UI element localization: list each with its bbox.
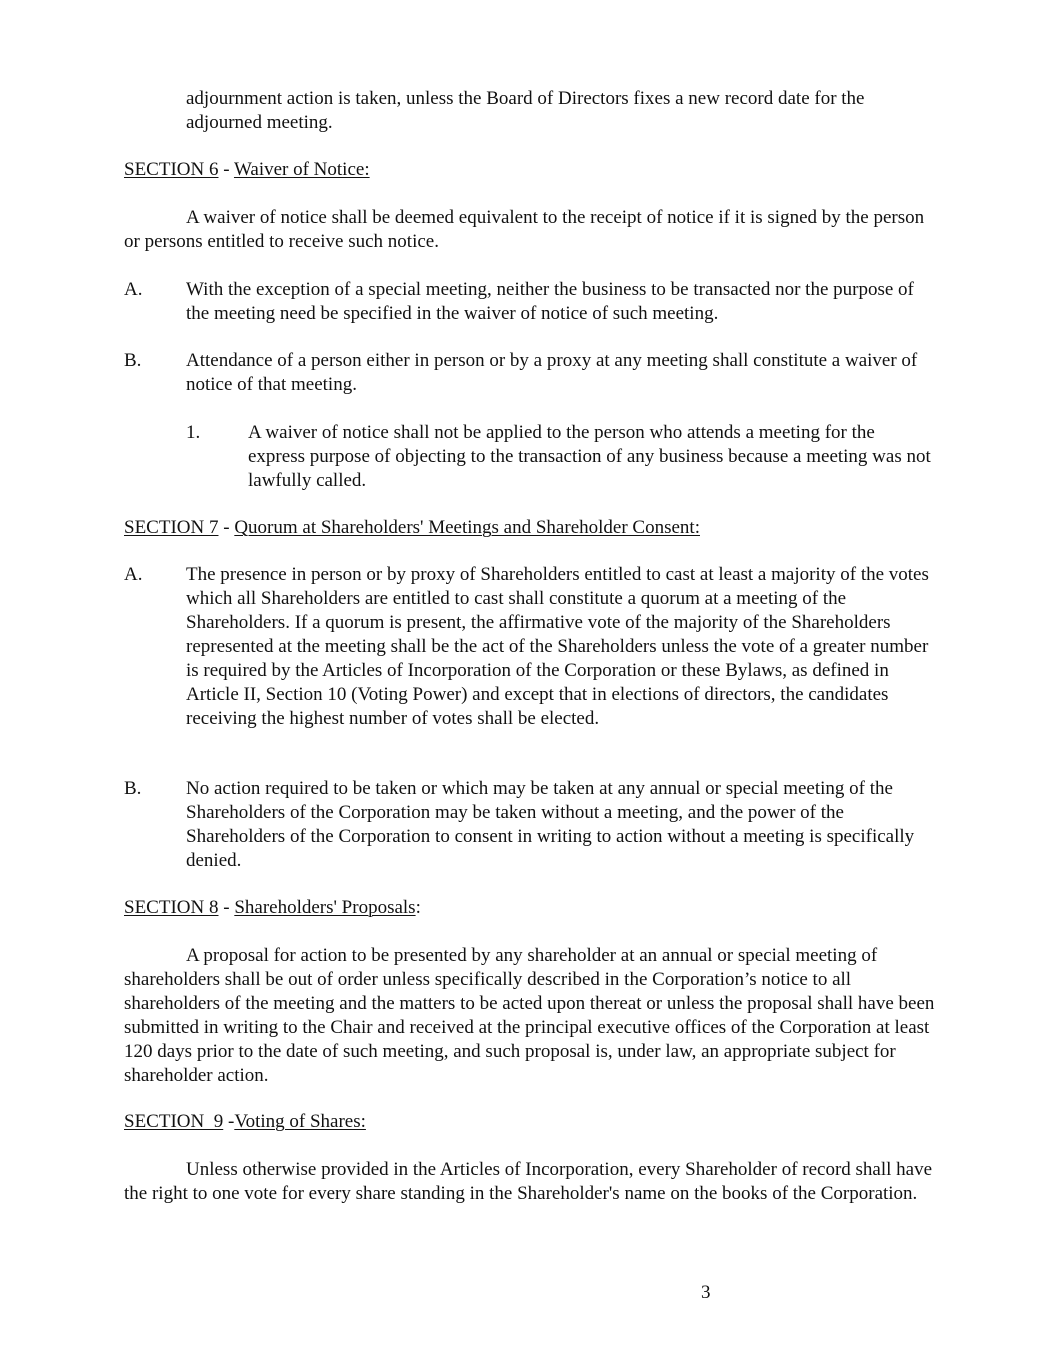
section-9-heading <box>124 1110 936 1134</box>
section-7-item-b-text: No action required to be taken or which may be taken at any annual or special meeting of the Shareholders of the Corporation may be taken without a meeting, and the power of the Shareholders of the Corporation to consent in writing to action without a meeting is specifically denied. <box>186 778 915 871</box>
section-8-separator: - <box>218 897 235 918</box>
section-6-item-a-marker: A. <box>124 279 143 300</box>
section-7-separator: - <box>218 517 235 538</box>
section-7-heading <box>124 516 936 540</box>
section-8-title: Shareholders' Proposals <box>234 897 416 918</box>
section-7-label: SECTION 7 <box>124 517 219 538</box>
section-9-title: Voting of Shares: <box>234 1111 366 1132</box>
section-8-heading <box>124 896 936 920</box>
section-7-item-b-marker: B. <box>124 778 142 799</box>
section-9-body: Unless otherwise provided in the Articles of Incorporation, every Shareholder of record shall have the right to one vote for every share standing in the Shareholder's name on the books of the Corporation. <box>124 1159 933 1204</box>
section-9-label: SECTION 9 <box>124 1111 224 1132</box>
section-6-heading <box>124 158 936 182</box>
section-8-label: SECTION 8 <box>124 897 219 918</box>
section-7-item-a-text: The presence in person or by proxy of Shareholders entitled to cast at least a majority of the votes which all Shareholders are entitled to cast shall constitute a quorum at a meeting of the Shareholders. If a quorum is present, the affirmative vote of the majority of the Shareholders represented at the meeting shall be the act of the Shareholders unless the vote of a greater number is required by the Articles of Incorporation of the Corporation or these Bylaws, as defined in Article II, Section 10 (Voting Power) and except that in elections of directors, the candidates receiving the highest number of votes shall be elected. <box>186 564 929 729</box>
continuation-paragraph: adjournment action is taken, unless the Board of Directors fixes a new record date for the adjourned meeting. <box>186 88 865 133</box>
section-6-label: SECTION 6 <box>124 159 219 180</box>
section-6-subitem-1-text: A waiver of notice shall not be applied to the person who attends a meeting for the express purpose of objecting to the transaction of any business because a meeting was not lawfully called. <box>248 422 931 491</box>
section-6-title: Waiver of Notice: <box>233 159 370 180</box>
section-7-item-a-marker: A. <box>124 564 143 585</box>
section-6-item-a-text: With the exception of a special meeting, neither the business to be transacted nor the purpose of the meeting need be specified in the waiver of notice of such meeting. <box>186 279 914 324</box>
section-8-title-suffix: : <box>415 897 421 918</box>
section-8-body: A proposal for action to be presented by any shareholder at an annual or special meeting of shareholders shall be out of order unless specifically described in the Corporation’s notice to all shareholders of the meeting and the matters to be acted upon thereat or unless the proposal shall have been submitted in writing to the Chair and received at the principal executive offices of the Corporation at least 120 days prior to the date of such meeting, and such proposal is, under law, an appropriate subject for shareholder action. <box>124 945 935 1086</box>
section-6-subitem-1-marker: 1. <box>186 422 201 443</box>
section-6-item-b-text: Attendance of a person either in person or by a proxy at any meeting shall constitute a waiver of notice of that meeting. <box>186 350 918 395</box>
section-7-title: Quorum at Shareholders' Meetings and Shareholder Consent: <box>234 517 700 538</box>
section-6-item-b-marker: B. <box>124 350 142 371</box>
section-6-separator: - <box>218 159 234 180</box>
page-number: 3 <box>701 1282 711 1303</box>
section-6-intro: A waiver of notice shall be deemed equivalent to the receipt of notice if it is signed by the person or persons entitled to receive such notice. <box>124 207 925 252</box>
section-9-separator: - <box>223 1111 235 1132</box>
